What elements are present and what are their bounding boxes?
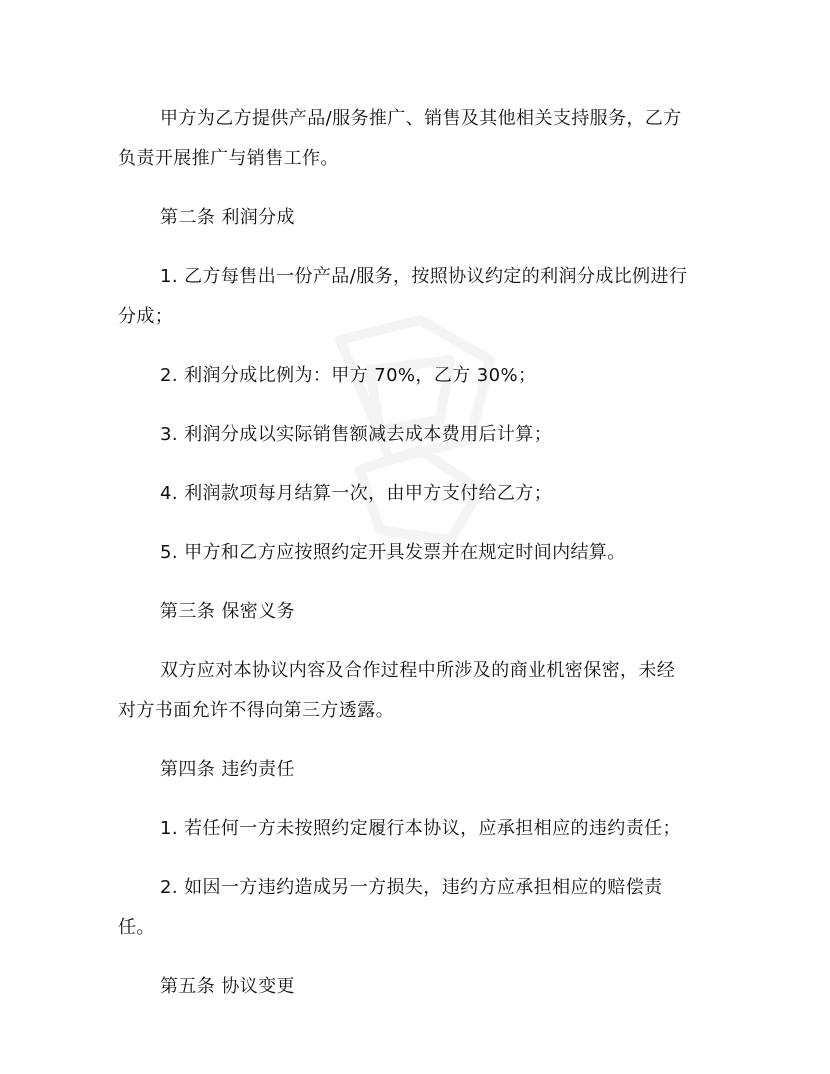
heading-text: 第二条 利润分成 (160, 207, 295, 228)
paragraph-line: 分成； (118, 306, 174, 327)
list-item-profit-4 (118, 474, 718, 514)
paragraph-line: 甲方为乙方提供产品/服务推广、销售及其他相关支持服务，乙方 (160, 108, 682, 129)
section-heading-amendment (118, 967, 718, 1007)
paragraph-line: 2. 利润分成比例为：甲方 70%，乙方 30%； (160, 365, 537, 386)
heading-text: 第四条 违约责任 (160, 759, 295, 780)
paragraph-line: 4. 利润款项每月结算一次，由甲方支付给乙方； (160, 483, 553, 504)
list-item-profit-5 (118, 533, 718, 573)
paragraph-line: 任。 (118, 917, 155, 938)
paragraph-line: 1. 乙方每售出一份产品/服务，按照协议约定的利润分成比例进行 (160, 266, 688, 287)
paragraph-line: 1. 若任何一方未按照约定履行本协议，应承担相应的违约责任； (160, 818, 681, 839)
paragraph-service (118, 99, 718, 179)
list-item-breach-1 (118, 809, 718, 849)
section-heading-breach (118, 750, 718, 790)
paragraph-confidentiality (118, 651, 718, 731)
section-heading-confidentiality (118, 592, 718, 632)
paragraph-line: 2. 如因一方违约造成另一方损失，违约方应承担相应的赔偿责 (160, 877, 663, 898)
list-item-profit-1 (118, 257, 718, 337)
document-body (118, 99, 718, 1007)
paragraph-line: 3. 利润分成以实际销售额减去成本费用后计算； (160, 424, 553, 445)
paragraph-line: 对方书面允许不得向第三方透露。 (118, 700, 394, 721)
heading-text: 第五条 协议变更 (160, 976, 295, 997)
list-item-profit-3 (118, 415, 718, 455)
paragraph-line: 负责开展推广与销售工作。 (118, 148, 339, 169)
paragraph-line: 5. 甲方和乙方应按照约定开具发票并在规定时间内结算。 (160, 542, 626, 563)
section-heading-profit-sharing (118, 198, 718, 238)
list-item-breach-2 (118, 868, 718, 948)
list-item-profit-2 (118, 356, 718, 396)
heading-text: 第三条 保密义务 (160, 601, 295, 622)
paragraph-line: 双方应对本协议内容及合作过程中所涉及的商业机密保密，未经 (160, 660, 676, 681)
